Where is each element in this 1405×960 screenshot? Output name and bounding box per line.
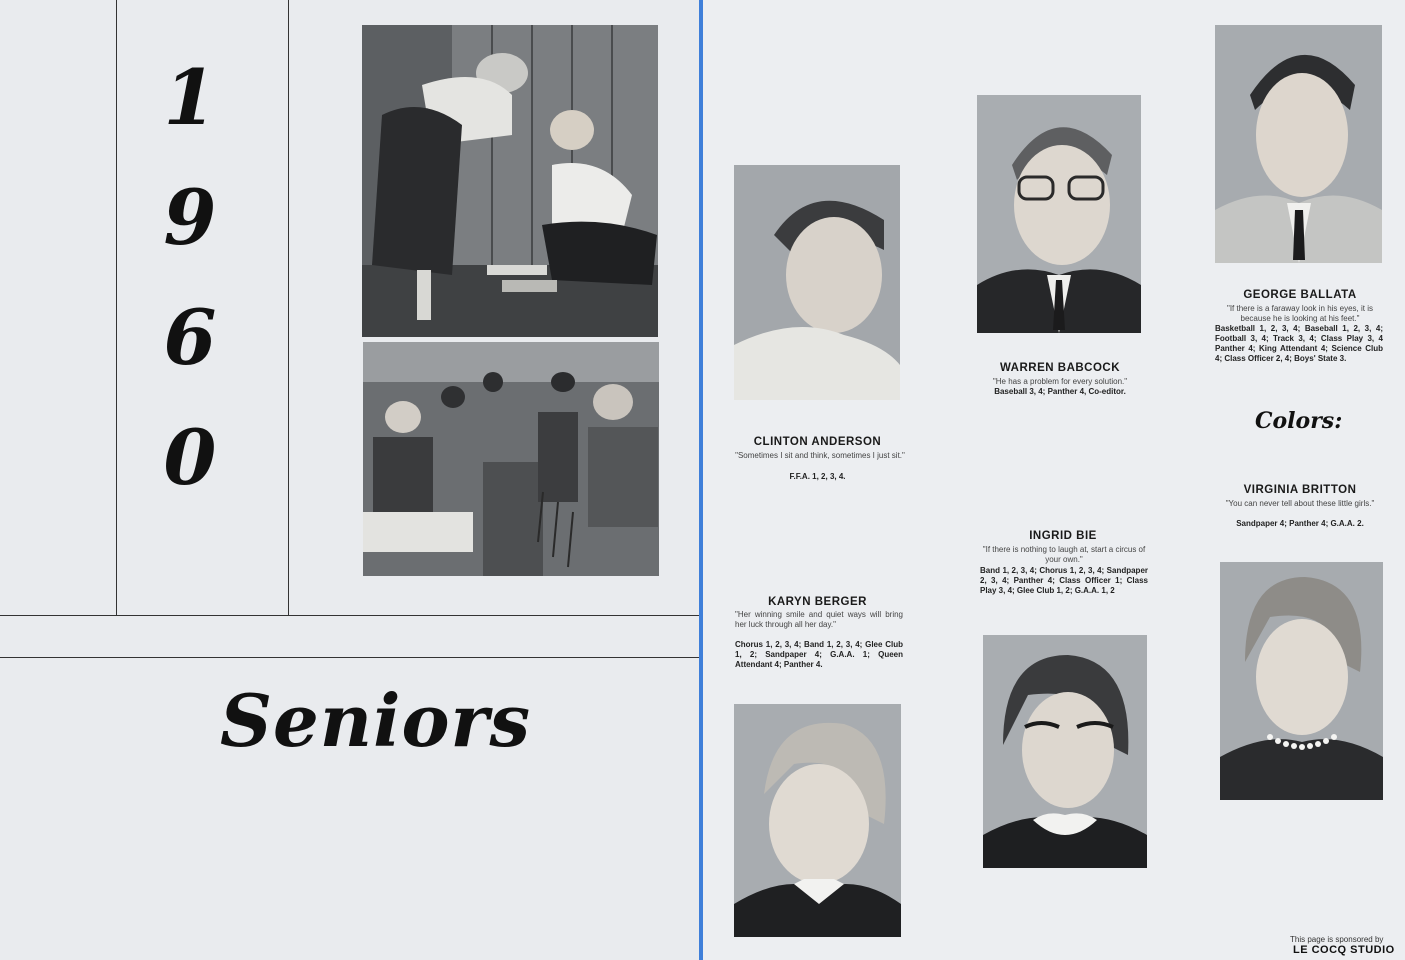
section-title: Seniors <box>220 678 531 763</box>
senior-name-virginia-britton: VIRGINIA BRITTON <box>1243 484 1357 496</box>
senior-quote-virginia-britton: "You can never tell about these little girls." <box>1225 499 1375 508</box>
horizontal-rule-bottom <box>0 657 699 658</box>
left-rule-2 <box>288 0 289 616</box>
senior-name-george-ballata: GEORGE BALLATA <box>1243 289 1357 301</box>
senior-quote-clinton-anderson: "Sometimes I sit and think, sometimes I just sit." <box>735 451 905 460</box>
senior-name-warren-babcock: WARREN BABCOCK <box>999 362 1121 374</box>
year-digit-4: 0 <box>163 413 217 502</box>
sponsor-line: This page is sponsored by <box>1290 935 1384 944</box>
senior-activities-ingrid-bie: Band 1, 2, 3, 4; Chorus 1, 2, 3, 4; Sandpaper 2, 3, 4; Panther 4; Class Officer 1; Class Play 3, 4; Glee Club 1, 2; G.A.A. 1, 2 <box>980 566 1148 595</box>
left-rule-1 <box>116 0 117 616</box>
colors-heading: Colors: <box>1255 408 1343 434</box>
senior-activities-warren-babcock: Baseball 3, 4; Panther 4, Co-editor. <box>994 387 1126 396</box>
portrait-warren-babcock <box>977 95 1141 333</box>
senior-name-karyn-berger: KARYN BERGER <box>768 596 867 608</box>
senior-quote-karyn-berger: "Her winning smile and quiet ways will bring her luck through all her day." <box>735 610 903 629</box>
year-digit-3: 6 <box>163 293 217 382</box>
portrait-virginia-britton <box>1220 562 1383 800</box>
year-digit-1: 1 <box>163 53 217 142</box>
senior-name-clinton-anderson: CLINTON ANDERSON <box>753 436 882 448</box>
senior-activities-karyn-berger: Chorus 1, 2, 3, 4; Band 1, 2, 3, 4; Glee Club 1, 2; Sandpaper 4; G.A.A. 1; Queen Attendant 4; Panther 4. <box>735 640 903 669</box>
senior-activities-george-ballata: Basketball 1, 2, 3, 4; Baseball 1, 2, 3, 4; Football 3, 4; Track 3, 4; Class Play 3, 4 Panther 4; King Attendant 4; Science Club 4; Class Officer 2, 4; Boys' State 3. <box>1215 324 1383 363</box>
photo-classroom <box>363 342 659 576</box>
year-digit-2: 9 <box>163 173 217 262</box>
photo-lockers <box>362 25 658 337</box>
portrait-george-ballata <box>1215 25 1382 263</box>
senior-activities-clinton-anderson: F.F.A. 1, 2, 3, 4. <box>789 472 846 481</box>
portrait-clinton-anderson <box>734 165 900 400</box>
portrait-karyn-berger <box>734 704 901 937</box>
senior-quote-warren-babcock: "He has a problem for every solution." <box>992 377 1128 386</box>
portrait-ingrid-bie <box>983 635 1147 868</box>
senior-quote-george-ballata: "If there is a faraway look in his eyes, it is because he is looking at his feet." <box>1226 304 1373 323</box>
senior-activities-virginia-britton: Sandpaper 4; Panther 4; G.A.A. 2. <box>1236 519 1364 528</box>
horizontal-rule-top <box>0 615 699 616</box>
senior-name-ingrid-bie: INGRID BIE <box>1029 530 1097 542</box>
senior-quote-ingrid-bie: "If there is nothing to laugh at, start a circus of your own." <box>982 545 1146 564</box>
sponsor-name: LE COCQ STUDIO <box>1293 944 1395 956</box>
